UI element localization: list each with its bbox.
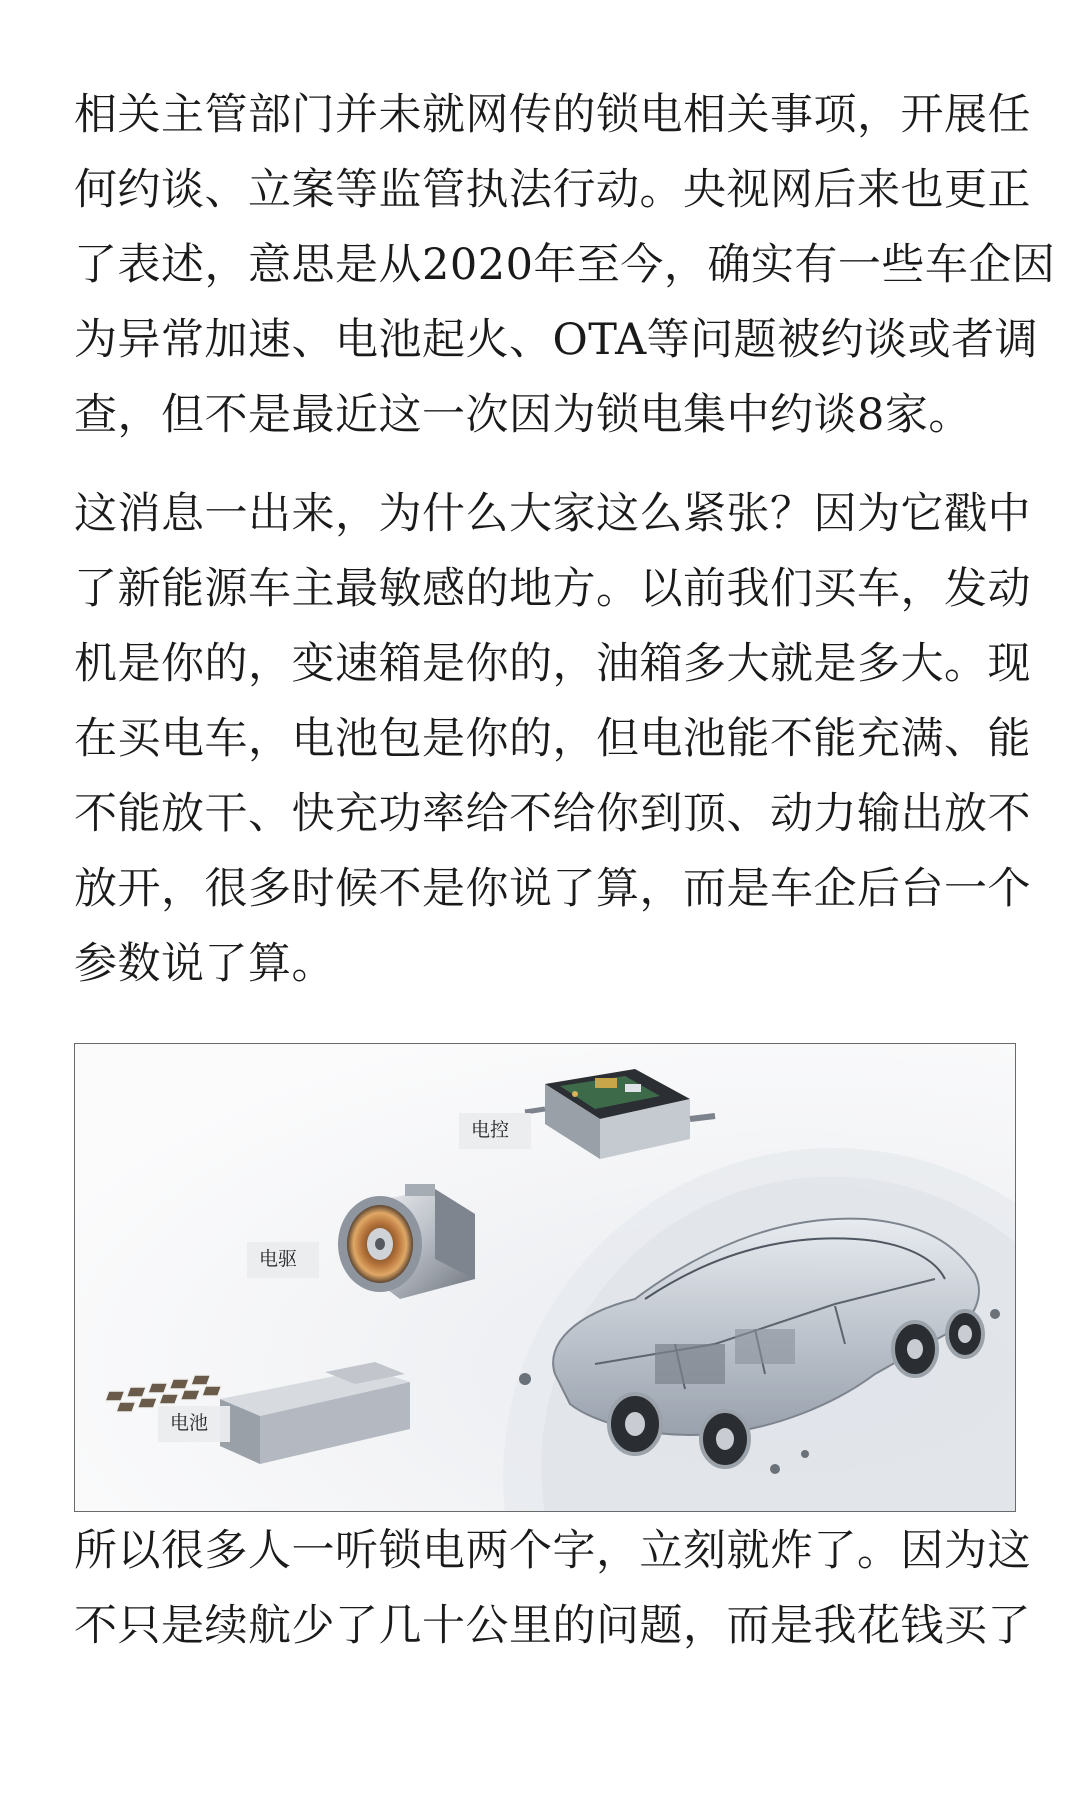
paragraph-line: 放开，很多时候不是你说了算，而是车企后台一个: [74, 864, 1031, 914]
electric-motor-illustration: [338, 1184, 475, 1299]
paragraph-line: 参数说了算。: [74, 939, 335, 989]
paragraph-line: 查，但不是最近这一次因为锁电集中约谈8家。: [74, 390, 972, 440]
paragraph-line: 为异常加速、电池起火、OTA等问题被约谈或者调: [74, 315, 1039, 365]
figure-label-drive: 电驱: [247, 1242, 319, 1278]
paragraph-line: 所以很多人一听锁电两个字，立刻就炸了。因为这: [74, 1526, 1031, 1576]
paragraph-1: [74, 78, 1056, 453]
figure-label-battery: 电池: [158, 1406, 230, 1442]
ev-components-figure: [74, 1043, 1016, 1512]
paragraph-line: 不只是续航少了几十公里的问题，而是我花钱买了: [74, 1601, 1031, 1651]
paragraph-3: [74, 1514, 1031, 1664]
paragraph-line: 何约谈、立案等监管执法行动。央视网后来也更正: [74, 165, 1031, 215]
paragraph-line: 这消息一出来，为什么大家这么紧张？因为它戳中: [74, 489, 1031, 539]
paragraph-line: 了新能源车主最敏感的地方。以前我们买车，发动: [74, 564, 1031, 614]
paragraph-line: 机是你的，变速箱是你的，油箱多大就是多大。现: [74, 639, 1031, 689]
paragraph-line: 在买电车，电池包是你的，但电池能不能充满、能: [74, 714, 1031, 764]
paragraph-line: 不能放干、快充功率给不给你到顶、动力输出放不: [74, 789, 1031, 839]
paragraph-line: 了表述，意思是从2020年至今，确实有一些车企因: [74, 240, 1056, 290]
controller-box-illustration: [525, 1069, 715, 1159]
battery-pack-illustration: [105, 1362, 410, 1464]
paragraph-line: 相关主管部门并未就网传的锁电相关事项，开展任: [74, 90, 1031, 140]
figure-label-controller: 电控: [459, 1113, 531, 1149]
paragraph-2: [74, 477, 1031, 1002]
